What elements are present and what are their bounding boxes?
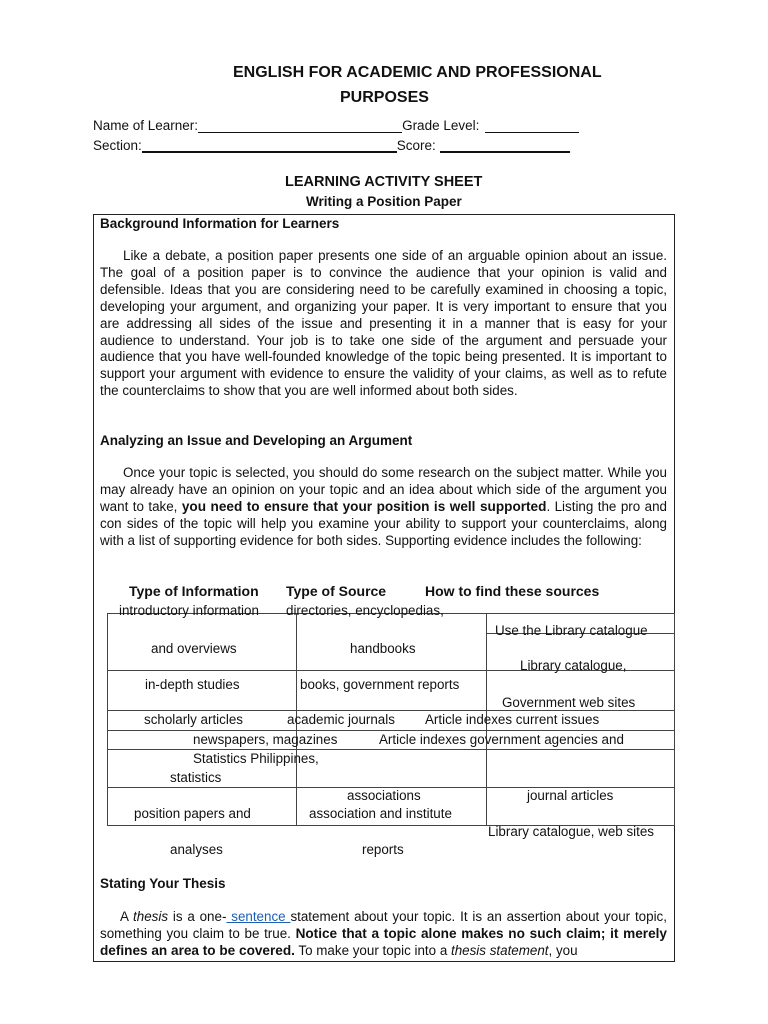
table-header-how-to-find: How to find these sources [425,583,600,599]
table-cell: journal articles [527,788,614,803]
thesis-tail2: , you [548,942,578,958]
table-grid-line [674,613,675,825]
score-label: Score: [396,138,436,153]
section-label: Section: [93,138,142,153]
table-cell: and overviews [151,641,237,656]
table-cell: Statistics Philippines, [193,751,319,766]
thesis-tail: To make your topic into a [298,942,448,958]
table-cell: handbooks [350,641,416,656]
table-cell: directories, encyclopedias, [286,603,444,618]
table-cell: Library catalogue, web sites [488,824,654,839]
table-cell: Article indexes government agencies and [379,732,624,747]
section-field [93,137,570,153]
sentence-link[interactable]: sentence [226,909,291,924]
table-cell: associations [347,788,421,803]
table-cell: reports [362,842,404,857]
thesis-text-after-link: statement about your topic. It is an assertion about your topic, something you claim to be true. [100,909,667,941]
table-cell: Use the Library catalogue [495,623,648,638]
thesis-word: thesis [133,909,169,924]
table-grid-line [107,710,675,711]
table-cell: scholarly articles [144,712,243,727]
table-header-type-of-information: Type of Information [129,583,259,599]
sheet-title: LEARNING ACTIVITY SHEET [285,174,483,190]
document-title-line1: ENGLISH FOR ACADEMIC AND PROFESSIONAL [233,64,602,81]
analyzing-paragraph [100,465,667,550]
thesis-text-a: A [120,909,129,924]
table-cell: introductory information [119,603,259,618]
table-grid-line [107,749,675,750]
analyzing-bold: you need to ensure that your position is well supported [181,498,547,514]
analyzing-heading: Analyzing an Issue and Developing an Argument [100,433,413,448]
document-title-line2: PURPOSES [340,89,429,106]
thesis-heading: Stating Your Thesis [100,876,226,891]
analyzing-text-2: . Listing the pro and con sides of the topic will help you examine your ability to support your counterclaims, along with a list of supporting evidence for both sides. Supporting evidence includes the following: [100,498,667,548]
table-cell: Article indexes current issues [425,712,600,727]
grade-blank [485,118,579,133]
table-cell: books, government reports [300,677,460,692]
table-cell: position papers and [134,806,251,821]
score-blank [440,137,570,153]
table-grid-line [107,730,675,731]
name-blank [198,118,402,133]
table-header-type-of-source: Type of Source [286,583,387,599]
analyzing-text-1: Once your topic is selected, you should do some research on the subject matter. While you may already have an opinion on your topic and an idea about which side of the argument you want to take, [100,465,667,514]
table-cell: Library catalogue, [520,658,627,673]
table-cell: statistics [170,770,222,785]
table-cell: academic journals [287,712,395,727]
thesis-paragraph [100,909,667,960]
sheet-subtitle: Writing a Position Paper [306,194,462,209]
grade-label: Grade Level: [402,118,480,133]
thesis-bold: Notice that a topic alone makes no such claim; it merely defines an area to be covered. [100,925,667,958]
name-of-learner-field [93,118,579,133]
thesis-text-one: is a one- [172,909,227,924]
table-cell: analyses [170,842,223,857]
name-label: Name of Learner: [93,118,199,133]
table-grid-line [107,613,108,825]
table-cell: in-depth studies [145,677,240,692]
table-cell: newspapers, magazines [193,732,338,747]
thesis-statement-italic: thesis statement [451,942,549,958]
section-blank [142,137,397,153]
background-heading: Background Information for Learners [100,216,340,231]
table-cell: Government web sites [502,695,636,710]
table-cell: association and institute [309,806,452,821]
background-paragraph: Like a debate, a position paper presents one side of an arguable opinion about an issue. The goal of a position paper is to convince the audience that your opinion is valid and defensible. Ideas that you are considering need to be carefully examined in choosing a topic, developing your argument, and organizing your paper. It is very important to ensure that you are addressing all sides of the issue and presenting it in a manner that is easy for your audience to understand. Your job is to take one side of the argument and persuade your audience that you have well-founded knowledge of the topic being presented. It is important to support your argument with evidence to ensure the validity of your claims, as well as to refute the counterclaims to show that you are well informed about both sides. [100,248,667,399]
